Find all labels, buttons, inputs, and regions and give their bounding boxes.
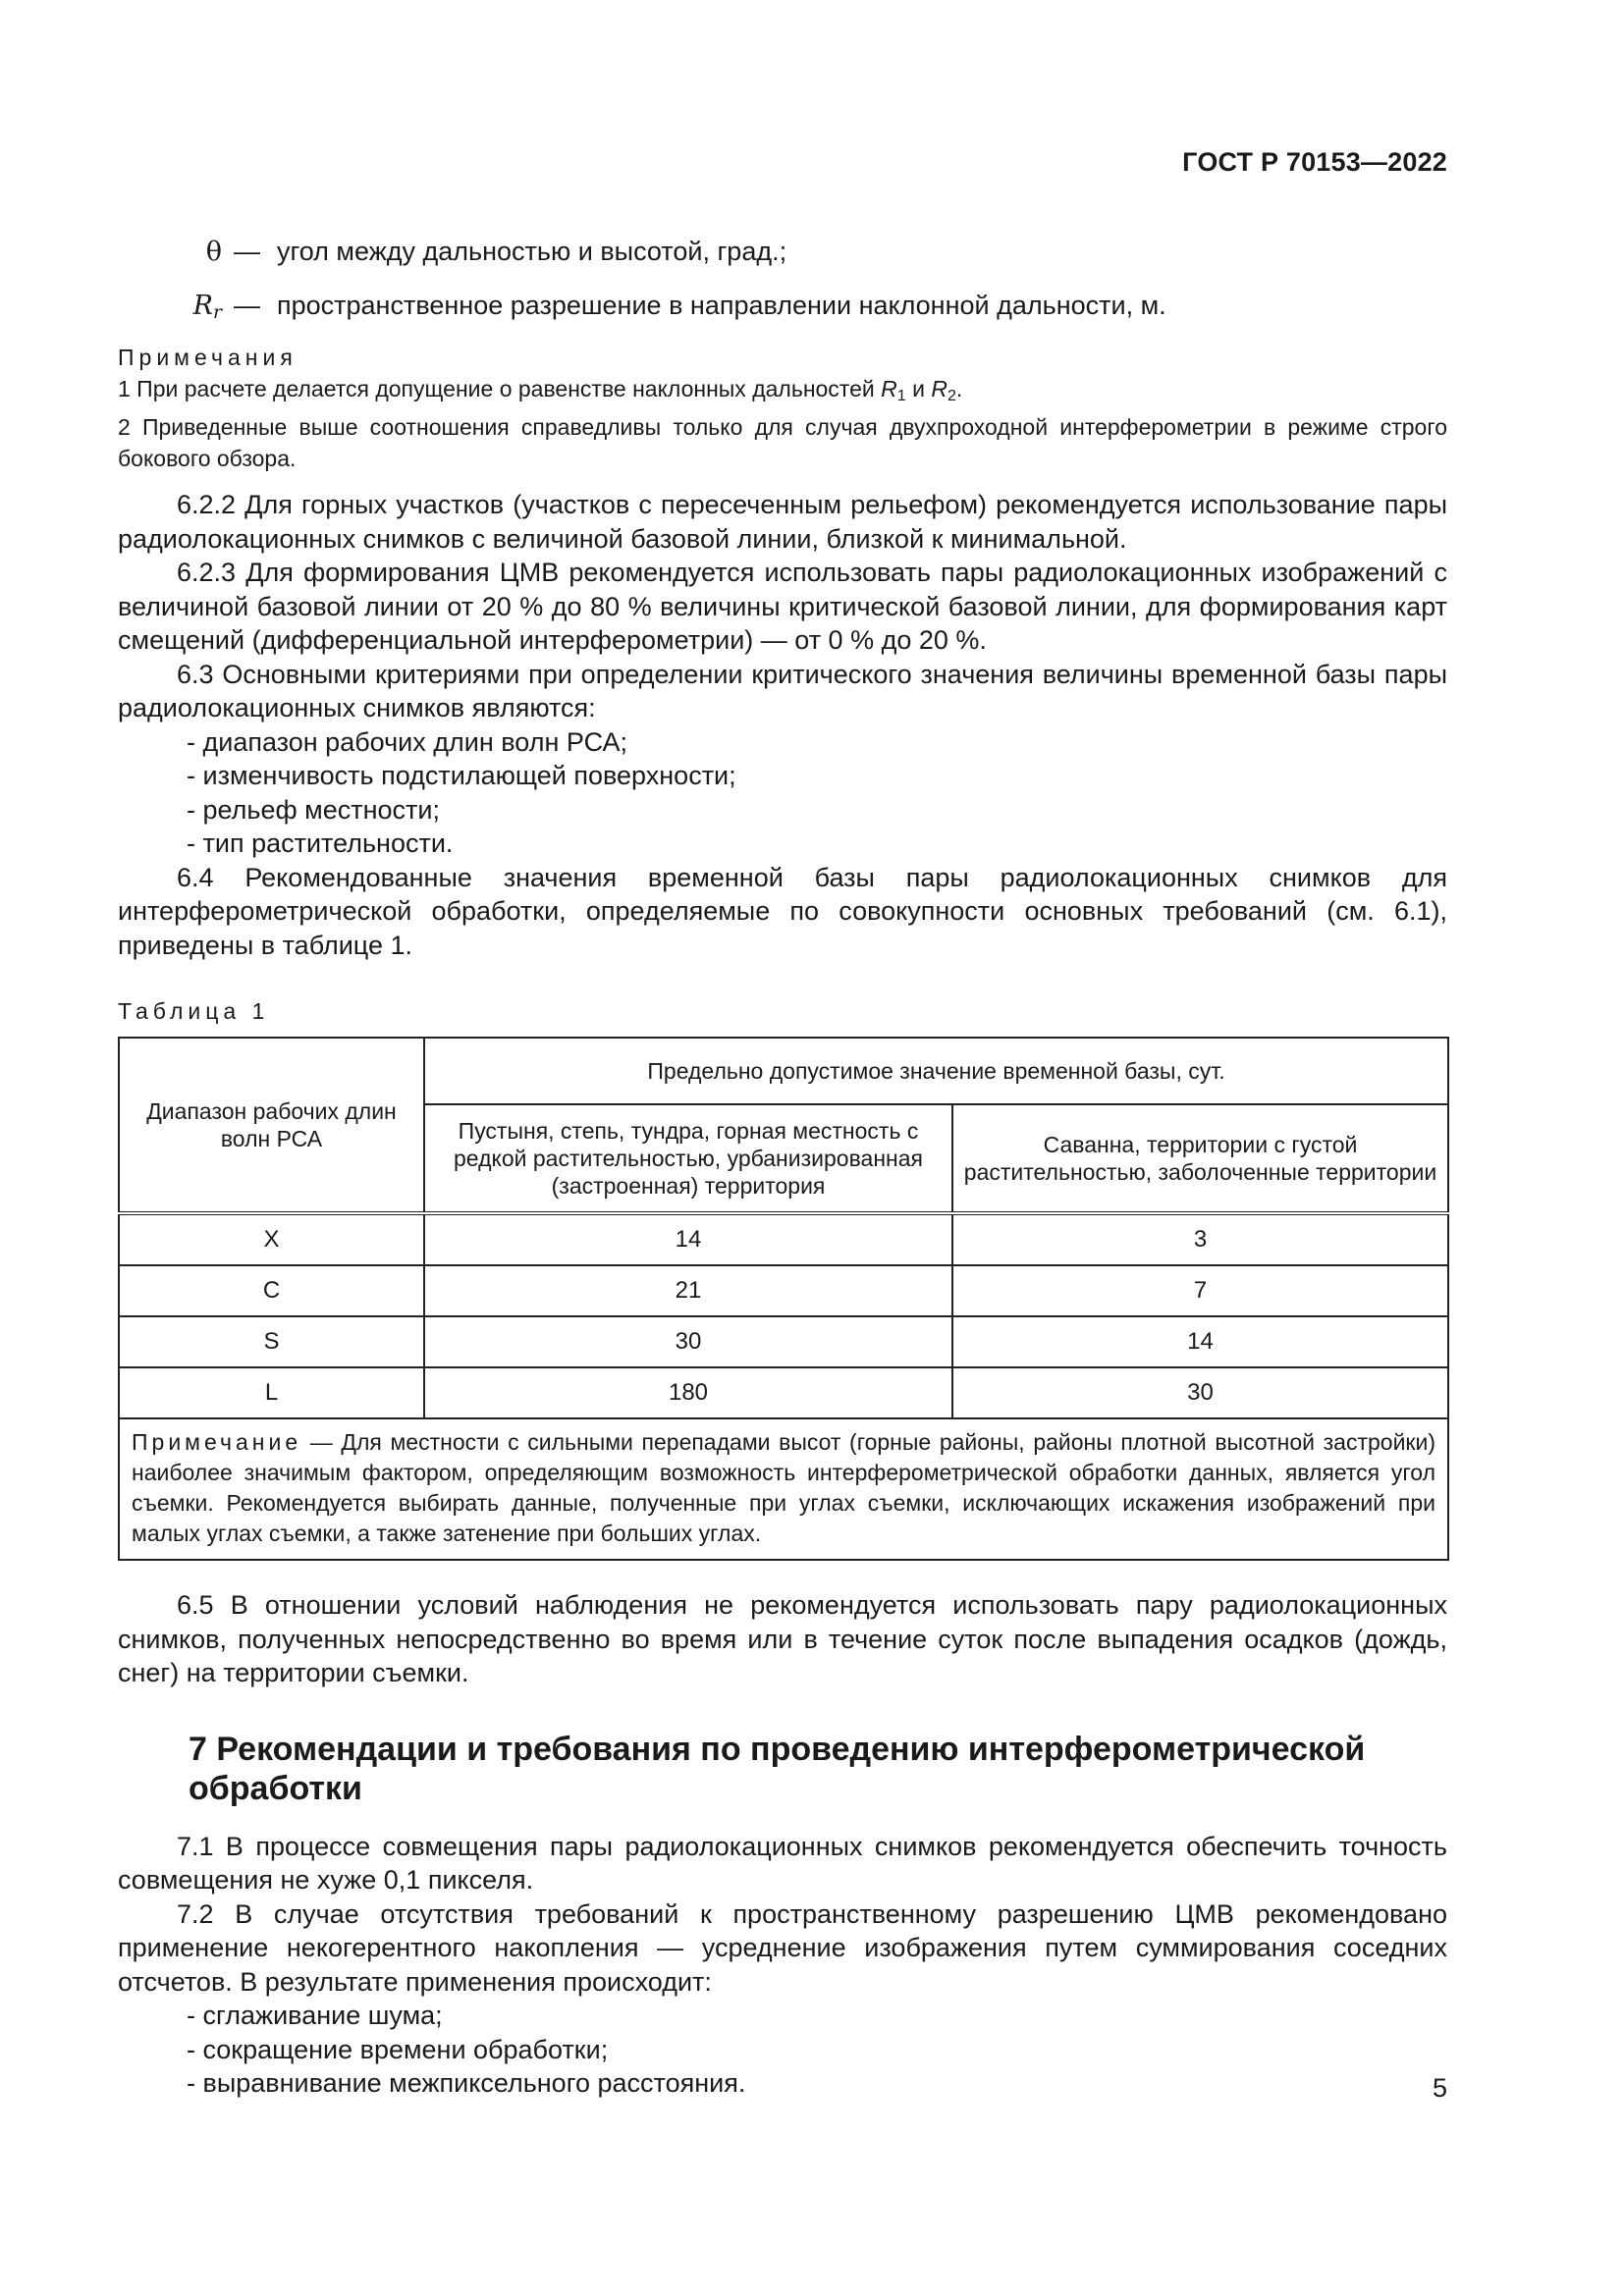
paragraph-6-2-2: 6.2.2 Для горных участков (участков с пересеченным рельефом) рекомендуется использование пары радиолокационных снимков с величиной базовой линии, близкой к минимальной. — [118, 490, 1447, 554]
paragraph-7-1: 7.1 В процессе совмещения пары радиолокационных снимков рекомендуется обеспечить точность совмещения не хуже 0,1 пикселя. — [118, 1831, 1447, 1895]
table-cell-value: 14 — [424, 1213, 952, 1265]
table-cell-value: 7 — [952, 1265, 1448, 1316]
definition-rr — [118, 288, 1447, 330]
list-item: - сокращение времени обработки; — [187, 2034, 609, 2064]
table-cell-value: 21 — [424, 1265, 952, 1316]
table-header-col2: Саванна, территории с густой растительностью, заболоченные территории — [952, 1104, 1448, 1213]
symbol-theta: θ — [205, 237, 222, 267]
section-heading-7: 7 Рекомендации и требования по проведению интерферометрической обработки — [189, 1730, 1366, 1807]
table-note — [119, 1418, 1448, 1560]
definition-dash: — — [234, 237, 260, 266]
page-number: 5 — [1432, 2073, 1447, 2103]
table-note-row — [119, 1418, 1448, 1560]
table-cell-band: X — [119, 1213, 424, 1265]
definition-theta — [118, 234, 1447, 270]
table-row — [119, 1316, 1448, 1367]
paragraph-6-3: 6.3 Основными критериями при определении критического значения величины временной базы пары радиолокационных снимков являются: — [118, 659, 1447, 722]
table-title: Таблица 1 — [118, 998, 270, 1024]
table-header-col1: Пустыня, степь, тундра, горная местность с редкой растительностью, урбанизированная (застроенная) территория — [424, 1104, 952, 1213]
table-cell-band: L — [119, 1367, 424, 1418]
page-content — [118, 234, 1447, 2101]
table-cell-value: 30 — [424, 1316, 952, 1367]
table-cell-value: 3 — [952, 1213, 1448, 1265]
table-header-group: Предельно допустимое значение временной базы, сут. — [424, 1038, 1448, 1104]
note-1: 1 При расчете делается допущение о равенстве наклонных дальностей $R_1$ и $R_2$. — [118, 376, 963, 404]
definition-text: пространственное разрешение в направлении наклонной дальности, м. — [277, 291, 1166, 320]
list-item: - рельеф местности; — [187, 794, 441, 825]
table-cell-band: S — [119, 1316, 424, 1367]
data-table — [118, 1037, 1449, 1561]
paragraph-6-2-3: 6.2.3 Для формирования ЦМВ рекомендуется использовать пары радиолокационных изображений с величиной базовой линии от 20 % до 80 % величины критической базовой линии, для формирования карт смещений (дифференциальной интерферометрии) — от 0 % до 20 %. — [118, 558, 1447, 655]
table-header-band: Диапазон рабочих длин волн РСА — [119, 1038, 424, 1213]
table-cell-band: C — [119, 1265, 424, 1316]
table-note-text: — Для местности с сильными перепадами высот (горные районы, районы плотной высотной застройки) наиболее значимым фактором, определяющим возможность интерферометрической обработки данных, является угол съемки. Рекомендуется выбирать данные, полученные при углах съемки, исключающих искажения изображений при малых углах съемки, а также затенение при больших углах. — [132, 1429, 1435, 1546]
paragraph-6-4: 6.4 Рекомендованные значения временной базы пары радиолокационных снимков для интерферометрической обработки, определяемые по совокупности основных требований (см. 6.1), приведены в таблице 1. — [118, 862, 1447, 960]
table-cell-value: 30 — [952, 1367, 1448, 1418]
definition-text: угол между дальностью и высотой, град.; — [277, 237, 787, 266]
notes-title: Примечания — [118, 345, 298, 370]
list-item: - сглаживание шума; — [187, 2001, 443, 2030]
list-item: - выравнивание межпиксельного расстояния. — [187, 2068, 746, 2098]
symbol-rr: $R_r$ — [192, 291, 222, 323]
table-row — [119, 1367, 1448, 1418]
list-item: - диапазон рабочих длин волн РСА; — [187, 726, 628, 757]
list-item: - изменчивость подстилающей поверхности; — [187, 761, 736, 790]
note-2: 2 Приведенные выше соотношения справедливы только для случая двухпроходной интерферометрии в режиме строго бокового обзора. — [118, 414, 1447, 471]
table-cell-value: 14 — [952, 1316, 1448, 1367]
table-row — [119, 1213, 1448, 1265]
paragraph-7-2: 7.2 В случае отсутствия требований к пространственному разрешению ЦМВ рекомендовано применение некогерентного накопления — усреднение изображения путем суммирования соседних отсчетов. В результате применения происходит: — [118, 1898, 1447, 1997]
table-row — [119, 1265, 1448, 1316]
table-cell-value: 180 — [424, 1367, 952, 1418]
definition-dash: — — [234, 291, 260, 320]
table-note-label: Примечание — [132, 1429, 302, 1455]
standard-designation: ГОСТ Р 70153—2022 — [1182, 147, 1447, 177]
paragraph-6-5: 6.5 В отношении условий наблюдения не рекомендуется использовать пару радиолокационных снимков, полученных непосредственно во время или в течение суток после выпадения осадков (дождь, снег) на территории съемки. — [118, 1590, 1447, 1687]
list-item: - тип растительности. — [187, 828, 454, 858]
